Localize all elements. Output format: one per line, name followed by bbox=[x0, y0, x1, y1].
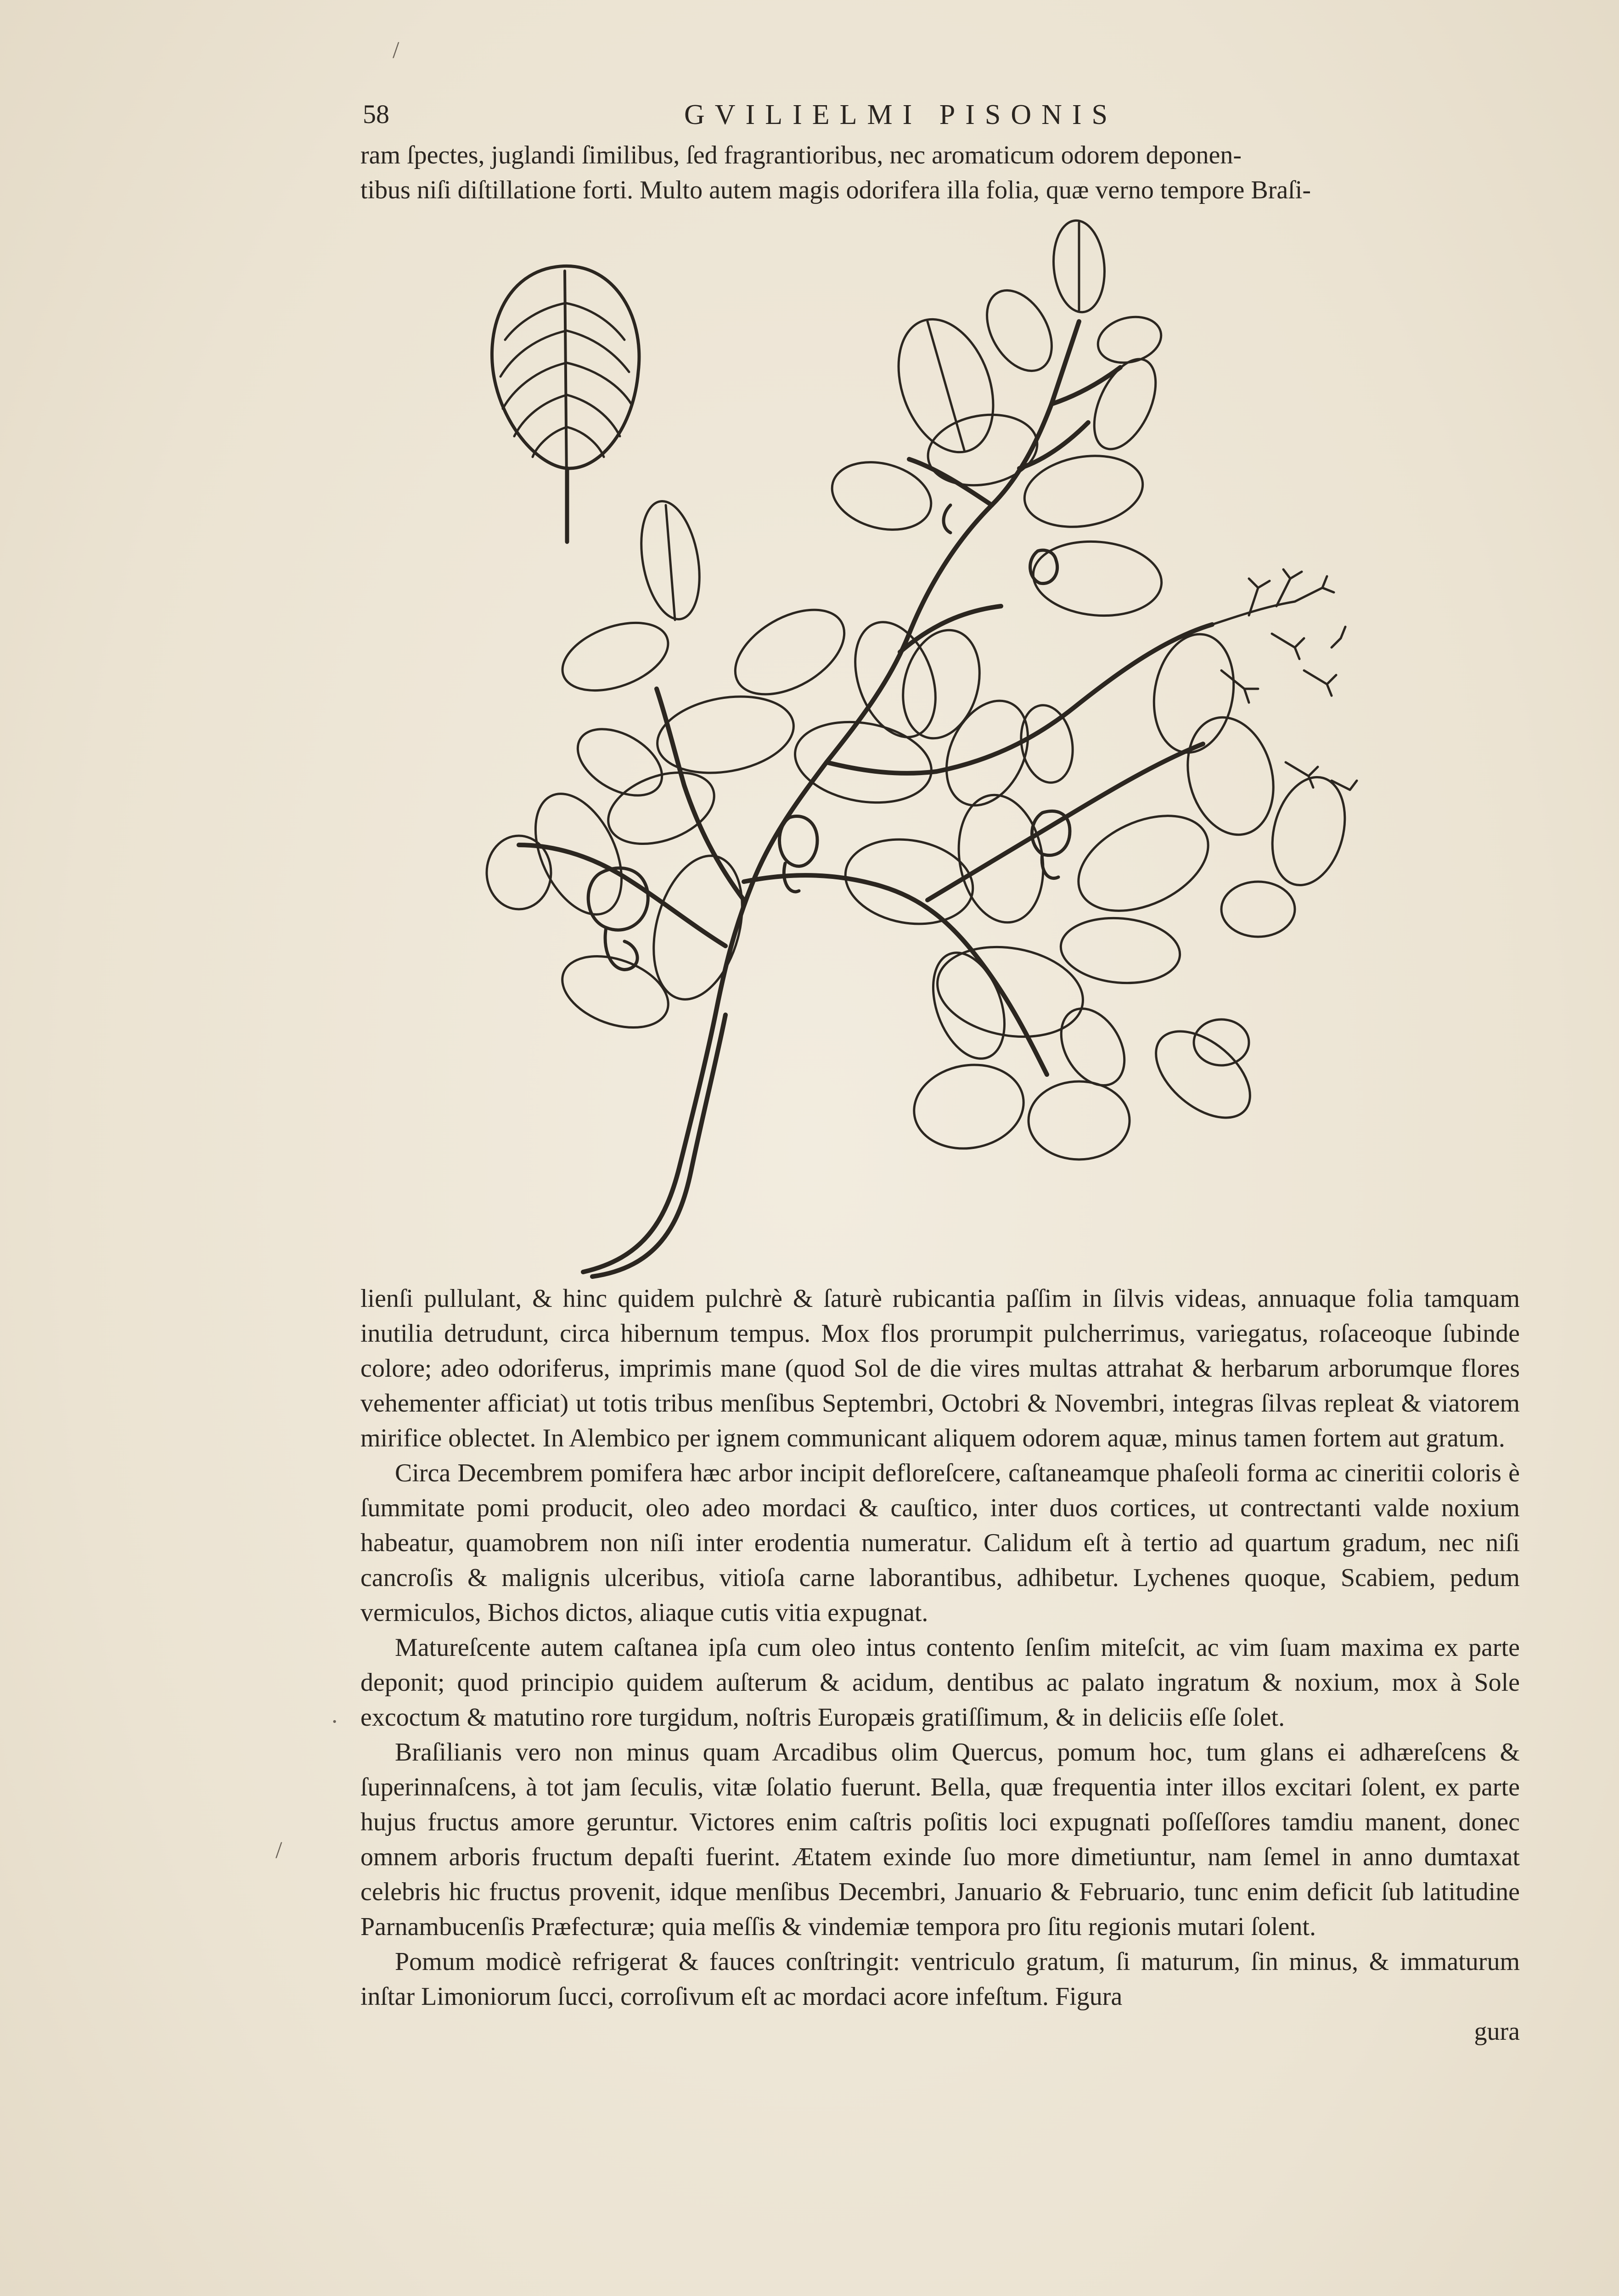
paragraph: lienſi pullulant, & hinc quidem pulchrè & ſaturè rubicantia paſſim in ſilvis videas, annuaque folia tamquam inutilia detrudunt, circa hibernum tempus. Mox flos prorumpit pulcherrimus, variegatus, roſaceoque ſubinde colore; adeo odoriferus, imprimis mane (quod Sol de die vires multas attrahat & herbarum arborumque flores vehementer afficiat) ut totis tribus menſibus Septembri, Octobri & Novembri, integras ſilvas repleat & viatorem mirifice oblectet. In Alembico per ignem communicant aliquem odorem aquæ, minus tamen fortem aut gratum. bbox=[360, 1284, 1520, 1452]
text-line: ram ſpectes, juglandi ſimilibus, ſed fragrantioribus, nec aromaticum odorem deponen- bbox=[360, 141, 1242, 169]
flower-cluster bbox=[1212, 569, 1357, 790]
paragraph: Circa Decembrem pomifera hæc arbor incipit defloreſcere, caſtaneamque phaſeoli forma ac cineritii coloris è ſummitate pomi producit, oleo adeo mordaci & cauſtico, inter duos cortices, ut contrectanti valde noxium habeatur, quamobrem non niſi inter erodentia numeratur. Calidum eſt à tertio ad quartum gradum, nec niſi cancroſis & malignis ulceribus, vitioſa carne laborantibus, adhibetur. Lychenes quoque, Scabiem, pedum vermiculos, Bichos dictos, aliaque cutis vitia expugnat. bbox=[360, 1459, 1520, 1627]
margin-dot: · bbox=[331, 1709, 339, 1735]
page-header bbox=[363, 99, 1520, 140]
paragraph: Matureſcente autem caſtanea ipſa cum oleo intus contento ſenſim miteſcit, ac vim ſuam maxima ex parte deponit; quod principio quidem auſterum & acidum, dentibus ac palato ingratum & noxium, mox à Sole excoctum & matutino rore turgidum, noſtris Europæis gratiſſimum, & in deliciis eſſe ſolet. bbox=[360, 1633, 1520, 1732]
cashew-branch-woodcut bbox=[468, 211, 1433, 1281]
paragraph: Pomum modicè refrigerat & fauces conſtringit: ventriculo gratum, ſi maturum, ſin minus, & immaturum inſtar Limoniorum ſucci, corroſivum eſt ac mordaci acore infeſtum. Figura bbox=[360, 1947, 1520, 2011]
catchword: gura bbox=[1474, 2017, 1520, 2046]
margin-mark: / bbox=[275, 1837, 282, 1863]
branch-stem bbox=[519, 321, 1212, 1277]
top-text-block bbox=[360, 138, 1520, 208]
stray-pen-mark: / bbox=[393, 37, 399, 63]
single-leaf-detail bbox=[492, 266, 639, 542]
paragraph: Braſilianis vero non minus quam Arcadibus olim Quercus, pomum hoc, tum glans ei adhæreſcens & ſuperinnaſcens, à tot jam ſeculis, vitæ ſolatio fuerunt. Bella, quæ frequentia inter illos excitari ſolent, ex parte hujus fructus amore geruntur. Victores enim caſtris poſitis loci expugnati poſſeſſores tamdiu manent, donec omnem arboris fructum depaſti fuerint. Ætatem exinde ſuo more dimetiuntur, nam ſemel in anno dumtaxat celebris hic fructus provenit, idque menſibus Decembri, Januario & Februario, tunc enim deficit ſub latitudine Parnambucenſis Præfecturæ; quia meſſis & vindemiæ tempora pro ſitu regionis mutari ſolent. bbox=[360, 1738, 1520, 1941]
body-text-block bbox=[360, 1281, 1520, 2049]
text-line: tibus niſi diſtillatione forti. Multo autem magis odorifera illa folia, quæ verno tempore Braſi- bbox=[360, 176, 1311, 204]
running-head: GVILIELMI PISONIS bbox=[684, 99, 1118, 130]
page-number: 58 bbox=[363, 99, 389, 129]
